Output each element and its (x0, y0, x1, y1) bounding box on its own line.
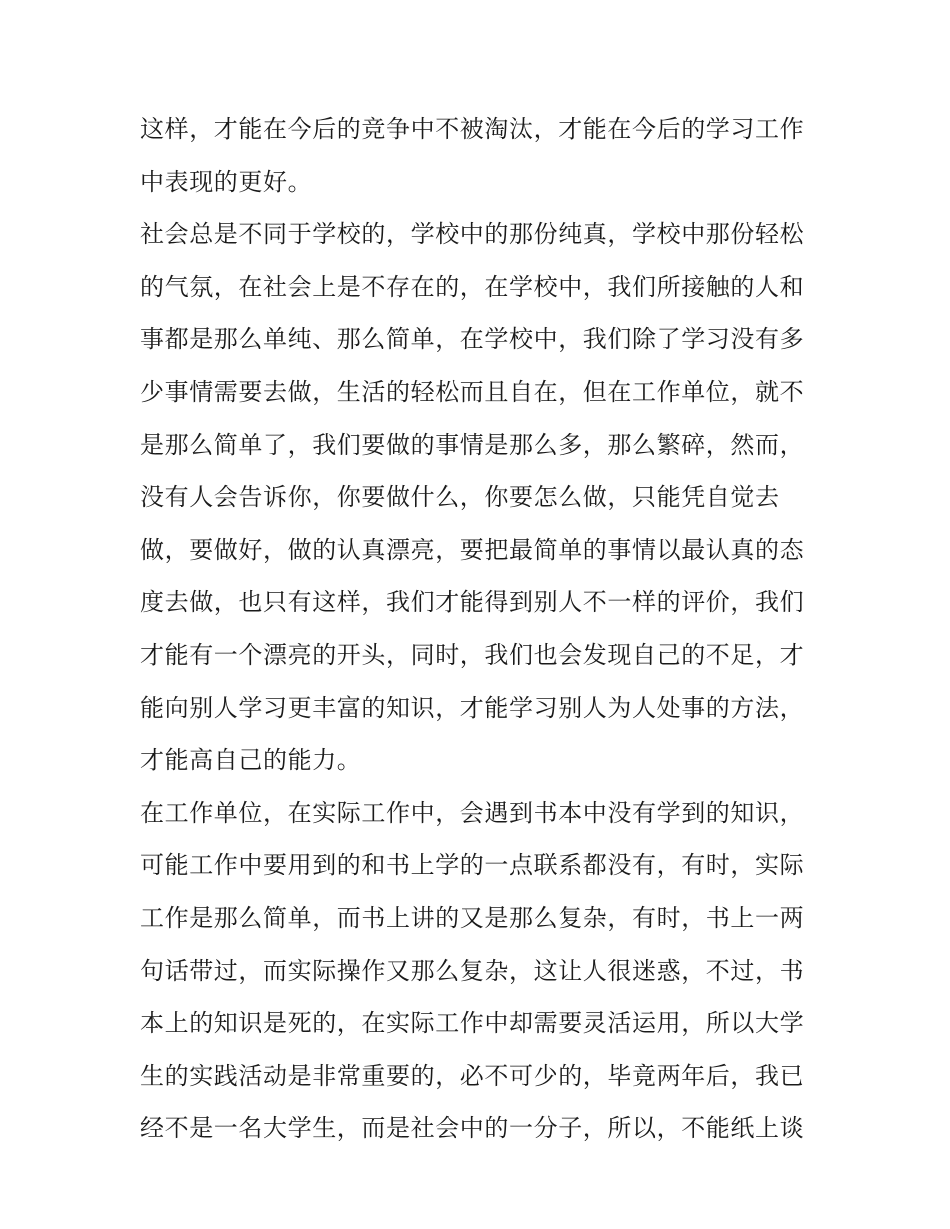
text-line: 句话带过，而实际操作又那么复杂，这让人很迷惑，不过，书 (140, 956, 805, 985)
text-line: 没有人会告诉你，你要做什么，你要怎么做，只能凭自觉去 (140, 483, 780, 512)
text-line: 度去做，也只有这样，我们才能得到别人不一样的评价，我们 (140, 588, 805, 617)
text-line: 能向别人学习更丰富的知识，才能学习别人为人处事的方法， (140, 693, 805, 722)
text-line: 事都是那么单纯、那么简单，在学校中，我们除了学习没有多 (140, 325, 805, 354)
text-line: 本上的知识是死的，在实际工作中却需要灵活运用，所以大学 (140, 1009, 805, 1038)
text-line: 做，要做好，做的认真漂亮，要把最简单的事情以最认真的态 (140, 535, 805, 564)
text-line: 在工作单位，在实际工作中，会遇到书本中没有学到的知识， (140, 798, 805, 827)
text-line: 是那么简单了，我们要做的事情是那么多，那么繁碎，然而， (140, 430, 805, 459)
text-line: 生的实践活动是非常重要的，必不可少的，毕竟两年后，我已 (140, 1061, 805, 1090)
text-line: 工作是那么简单，而书上讲的又是那么复杂，有时，书上一两 (140, 903, 805, 932)
document-body (140, 103, 830, 1155)
text-line: 才能有一个漂亮的开头，同时，我们也会发现自己的不足，才 (140, 640, 805, 669)
text-line: 中表现的更好。 (140, 167, 313, 196)
text-line: 这样，才能在今后的竞争中不被淘汰，才能在今后的学习工作 (140, 115, 805, 143)
text-line: 可能工作中要用到的和书上学的一点联系都没有，有时，实际 (140, 851, 805, 880)
text-line: 经不是一名大学生，而是社会中的一分子，所以，不能纸上谈 (140, 1114, 805, 1143)
text-line: 社会总是不同于学校的，学校中的那份纯真，学校中那份轻松 (140, 220, 805, 249)
text-line: 少事情需要去做，生活的轻松而且自在，但在工作单位，就不 (140, 377, 805, 406)
text-line: 的气氛，在社会上是不存在的，在学校中，我们所接触的人和 (140, 272, 805, 301)
text-line: 才能高自己的能力。 (140, 746, 362, 775)
